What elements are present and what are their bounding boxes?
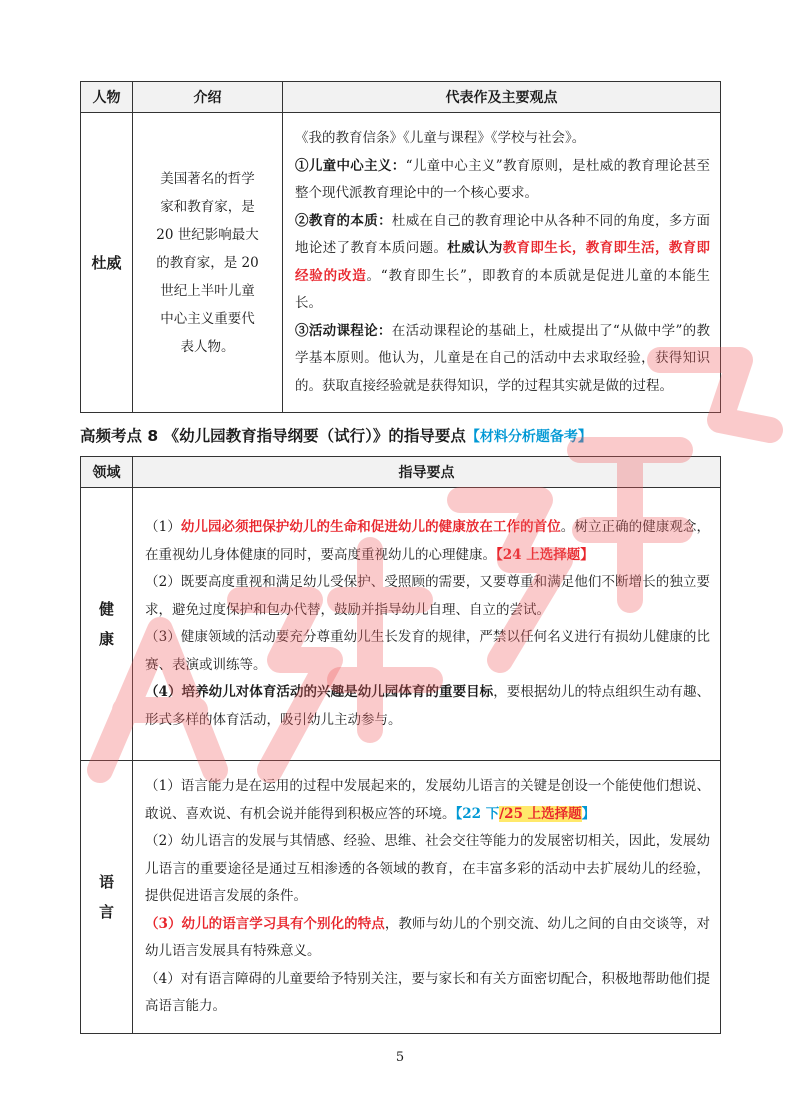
table-row xyxy=(81,488,721,761)
viewpoint-title: ①儿童中心主义： xyxy=(295,157,406,174)
viewpoint-text: 在活动课程论的基础上，杜威提出了“从做中学”的教学基本原则。他认为，儿童是在自己的活动中去求取经验，获得知识的。获取直接经验就是获得知识，学的过程其实就是做的过程。 xyxy=(295,322,710,394)
area-health xyxy=(81,488,133,761)
intro-line: 中心主义重要代 xyxy=(160,310,255,327)
table-header-row xyxy=(81,82,721,113)
viewpoint-1 xyxy=(295,153,710,208)
point-text: 。树立正确的健康观念，在重视幼儿身体健康的同时，要高度重视幼儿的心理健康。 xyxy=(145,519,711,563)
table-row xyxy=(81,113,721,413)
person-works xyxy=(283,113,721,413)
point-item: （2）幼儿语言的发展与其情感、经验、思维、社会交往等能力的发展密切相关，因此，发展幼儿语言的重要途径是通过互相渗透的各领域的教育，在丰富多彩的活动中去扩展幼儿的经验，提供促进语言发展的条件。 xyxy=(145,833,710,905)
area-char: 语 xyxy=(98,873,114,891)
intro-line: 家和教育家，是 xyxy=(160,198,255,215)
area-char: 言 xyxy=(98,903,114,921)
viewpoint-3 xyxy=(295,318,710,401)
point-text: ，教师与幼儿的个别交流、幼儿之间的自由交谈等，对幼儿语言发展具有特殊意义。 xyxy=(145,915,710,960)
works-list: 《我的教育信条》《儿童与课程》《学校与社会》。 xyxy=(295,130,586,146)
intro-line: 美国著名的哲学 xyxy=(160,170,255,187)
header-intro: 介绍 xyxy=(133,82,283,113)
point-item xyxy=(145,911,710,966)
exam-tag: 】 xyxy=(581,805,596,822)
point-text: ，要根据幼儿的特点组织生动有趣、形式多样的体育活动，吸引幼儿主动参与。 xyxy=(145,684,711,728)
table-row xyxy=(81,761,721,1034)
section-title-text: 高频考点 8 《幼儿园教育指导纲要（试行）》的指导要点 xyxy=(80,427,466,445)
exam-tag-highlight: /25 上选择题 xyxy=(499,805,582,822)
point-item: （2）既要高度重视和满足幼儿受保护、受照顾的需要，又要尊重和满足他们不断增长的独立要求，避免过度保护和包办代替，鼓励并指导幼儿自理、自立的尝试。 xyxy=(145,574,710,618)
exam-tag: 【24 上选择题】 xyxy=(496,546,594,563)
point-bold: （4）培养幼儿对体育活动的兴趣是幼儿园体育的重要目标 xyxy=(145,684,494,700)
header-area: 领域 xyxy=(81,457,133,488)
section-title xyxy=(80,424,740,446)
section-tag: 【材料分析题备考】 xyxy=(465,429,592,445)
viewpoint-2 xyxy=(295,208,710,318)
person-intro xyxy=(133,113,283,413)
point-text: （1）语言能力是在运用的过程中发展起来的，发展幼儿语言的关键是创设一个能使他们想说、敢说、喜欢说、有机会说并能得到积极应答的环境。 xyxy=(145,778,710,822)
health-points xyxy=(133,488,721,761)
viewpoint-text: 。“教育即生长”，即教育的本质就是促进儿童的本能生长。 xyxy=(295,267,710,311)
viewpoint-title: ②教育的本质： xyxy=(295,212,392,229)
intro-line: 世纪上半叶儿童 xyxy=(160,282,255,299)
person-table xyxy=(80,81,721,413)
viewpoint-title: ③活动课程论： xyxy=(295,322,392,339)
point-number: （1） xyxy=(145,519,181,535)
intro-line: 表人物。 xyxy=(180,338,235,355)
viewpoint-bold: 杜威认为 xyxy=(447,240,503,256)
area-char: 康 xyxy=(98,630,114,648)
header-works: 代表作及主要观点 xyxy=(283,82,721,113)
language-points xyxy=(133,761,721,1034)
page-number: 5 xyxy=(395,1050,405,1065)
point-item: （4）对有语言障碍的儿童要给予特别关注，要与家长和有关方面密切配合，积极地帮助他们提高语言能力。 xyxy=(145,970,710,1015)
area-language xyxy=(81,761,133,1034)
intro-line: 的教育家，是 20 xyxy=(156,254,259,271)
guideline-table xyxy=(80,456,721,1034)
table-header-row xyxy=(81,457,721,488)
key-point-red: （3）幼儿的语言学习具有个别化的特点 xyxy=(145,915,385,932)
intro-line: 20 世纪影响最大 xyxy=(156,226,259,243)
point-item xyxy=(145,514,710,569)
header-person: 人物 xyxy=(81,82,133,113)
key-point-red: 幼儿园必须把保护幼儿的生命和促进幼儿的健康放在工作的首位 xyxy=(180,519,561,535)
viewpoint-text: “儿童中心主义”教育原则，是杜威的教育理论甚至整个现代派教育理论中的一个核心要求。 xyxy=(295,157,711,201)
point-item xyxy=(145,679,710,734)
header-points: 指导要点 xyxy=(133,457,721,488)
viewpoint-text: 杜威在自己的教育理论中从各种不同的角度，多方面地论述了教育本质问题。 xyxy=(295,212,711,256)
point-item: （3）健康领域的活动要充分尊重幼儿生长发育的规律，严禁以任何名义进行有损幼儿健康的比赛、表演或训练等。 xyxy=(145,629,710,673)
key-point-red: 教育即生长，教育即生活，教育即经验的改造 xyxy=(295,240,711,284)
exam-tag: 【22 下 xyxy=(455,805,500,822)
person-name: 杜威 xyxy=(81,113,133,413)
area-char: 健 xyxy=(98,600,114,618)
point-item xyxy=(145,773,710,828)
